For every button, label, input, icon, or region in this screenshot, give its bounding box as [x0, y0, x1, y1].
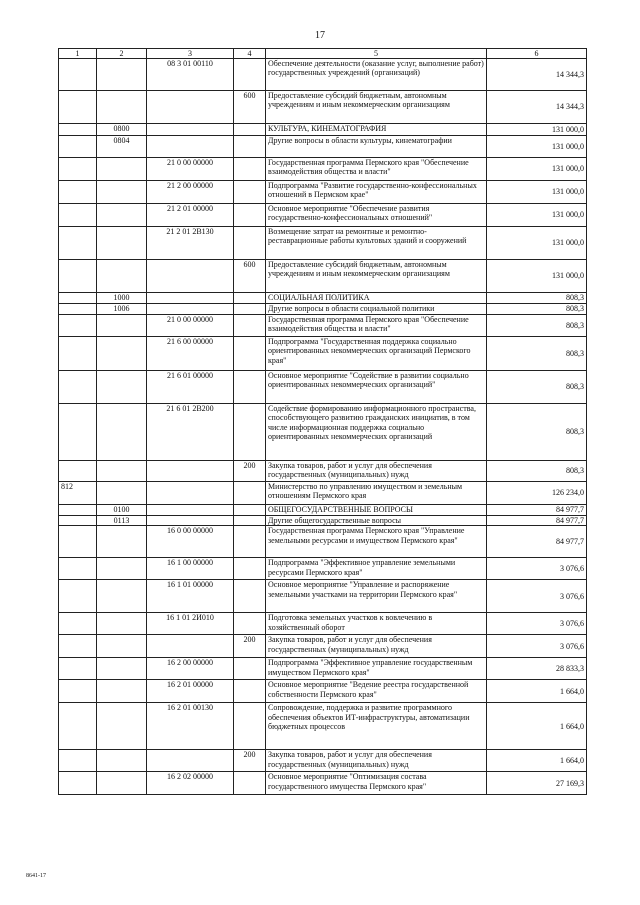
cell-target-article — [147, 124, 234, 136]
cell-target-article: 16 2 00 00000 — [147, 658, 234, 680]
table-row — [59, 315, 587, 337]
table-row — [59, 750, 587, 772]
cell-target-article — [147, 750, 234, 772]
cell-section-code — [97, 703, 147, 750]
cell-amount: 3 076,6 — [487, 558, 587, 580]
cell-description: Подпрограмма "Государственная поддержка социально ориентированных некоммерческих организаций Пермского края" — [266, 337, 487, 371]
table-row — [59, 181, 587, 204]
cell-amount: 131 000,0 — [487, 227, 587, 260]
cell-admin-code — [59, 181, 97, 204]
header-col-5: 5 — [266, 49, 487, 59]
cell-admin-code — [59, 680, 97, 703]
cell-target-article — [147, 461, 234, 482]
cell-section-code — [97, 482, 147, 505]
table-row — [59, 124, 587, 136]
cell-amount: 808,3 — [487, 315, 587, 337]
cell-amount: 131 000,0 — [487, 204, 587, 227]
cell-target-article: 21 2 01 00000 — [147, 204, 234, 227]
cell-amount: 1 664,0 — [487, 750, 587, 772]
cell-expense-type — [234, 558, 266, 580]
cell-admin-code — [59, 703, 97, 750]
cell-expense-type — [234, 482, 266, 505]
cell-section-code — [97, 750, 147, 772]
cell-description: Основное мероприятие "Оптимизация состава государственного имущества Пермского края" — [266, 772, 487, 795]
cell-section-code — [97, 461, 147, 482]
cell-amount: 84 977,7 — [487, 516, 587, 526]
header-col-6: 6 — [487, 49, 587, 59]
cell-amount: 808,3 — [487, 293, 587, 304]
table-row — [59, 227, 587, 260]
cell-amount: 84 977,7 — [487, 505, 587, 516]
document-code: 8641-17 — [26, 873, 46, 879]
cell-amount: 808,3 — [487, 404, 587, 461]
cell-expense-type — [234, 181, 266, 204]
cell-target-article — [147, 91, 234, 124]
cell-section-code — [97, 635, 147, 658]
cell-description: Подпрограмма "Развитие государственно-конфессиональных отношений в Пермском крае" — [266, 181, 487, 204]
cell-expense-type: 200 — [234, 635, 266, 658]
cell-admin-code — [59, 526, 97, 558]
cell-amount: 3 076,6 — [487, 635, 587, 658]
cell-admin-code — [59, 772, 97, 795]
cell-admin-code — [59, 304, 97, 315]
table-row — [59, 337, 587, 371]
cell-description: Государственная программа Пермского края "Обеспечение взаимодействия общества и власти" — [266, 158, 487, 181]
cell-target-article: 21 2 00 00000 — [147, 181, 234, 204]
cell-description: Предоставление субсидий бюджетным, автономным учреждениям и иным некоммерческим организациям — [266, 91, 487, 124]
cell-amount: 28 833,3 — [487, 658, 587, 680]
cell-description: Подготовка земельных участков к вовлечению в хозяйственный оборот — [266, 613, 487, 635]
cell-expense-type — [234, 371, 266, 404]
cell-target-article: 21 6 01 2В200 — [147, 404, 234, 461]
cell-section-code — [97, 658, 147, 680]
table-body — [59, 59, 587, 795]
cell-amount: 808,3 — [487, 371, 587, 404]
cell-expense-type: 200 — [234, 461, 266, 482]
cell-amount: 131 000,0 — [487, 124, 587, 136]
cell-description: Основное мероприятие "Ведение реестра государственной собственности Пермского края" — [266, 680, 487, 703]
cell-expense-type: 600 — [234, 91, 266, 124]
cell-target-article — [147, 260, 234, 293]
cell-section-code — [97, 181, 147, 204]
cell-expense-type — [234, 580, 266, 613]
cell-section-code — [97, 772, 147, 795]
cell-description: Основное мероприятие "Содействие в развитии социально ориентированных некоммерческих организаций" — [266, 371, 487, 404]
cell-amount: 131 000,0 — [487, 136, 587, 158]
cell-expense-type — [234, 136, 266, 158]
cell-admin-code — [59, 371, 97, 404]
cell-section-code: 1006 — [97, 304, 147, 315]
cell-expense-type — [234, 337, 266, 371]
cell-description: Закупка товаров, работ и услуг для обеспечения государственных (муниципальных) нужд — [266, 635, 487, 658]
cell-description: Основное мероприятие "Обеспечение развития государственно-конфессиональных отношений" — [266, 204, 487, 227]
cell-amount: 131 000,0 — [487, 260, 587, 293]
cell-section-code: 1000 — [97, 293, 147, 304]
cell-description: Подпрограмма "Эффективное управление государственным имуществом Пермского края" — [266, 658, 487, 680]
cell-admin-code — [59, 91, 97, 124]
cell-description: Предоставление субсидий бюджетным, автономным учреждениям и иным некоммерческим организациям — [266, 260, 487, 293]
cell-admin-code — [59, 505, 97, 516]
cell-section-code — [97, 91, 147, 124]
cell-admin-code — [59, 227, 97, 260]
header-col-4: 4 — [234, 49, 266, 59]
cell-amount: 808,3 — [487, 461, 587, 482]
cell-section-code — [97, 371, 147, 404]
cell-admin-code — [59, 580, 97, 613]
cell-amount: 3 076,6 — [487, 580, 587, 613]
cell-amount: 126 234,0 — [487, 482, 587, 505]
cell-admin-code — [59, 204, 97, 227]
cell-amount: 14 344,3 — [487, 59, 587, 91]
cell-expense-type — [234, 315, 266, 337]
table-row — [59, 526, 587, 558]
cell-section-code: 0804 — [97, 136, 147, 158]
cell-target-article: 16 0 00 00000 — [147, 526, 234, 558]
cell-description: Министерство по управлению имуществом и земельным отношениям Пермского края — [266, 482, 487, 505]
cell-expense-type — [234, 772, 266, 795]
cell-amount: 84 977,7 — [487, 526, 587, 558]
cell-expense-type — [234, 516, 266, 526]
cell-target-article: 16 2 01 00000 — [147, 680, 234, 703]
cell-target-article — [147, 635, 234, 658]
cell-expense-type — [234, 124, 266, 136]
cell-amount: 1 664,0 — [487, 703, 587, 750]
cell-section-code — [97, 680, 147, 703]
cell-amount: 27 169,3 — [487, 772, 587, 795]
table-row — [59, 658, 587, 680]
page-number: 17 — [315, 30, 325, 41]
cell-expense-type — [234, 505, 266, 516]
cell-amount: 131 000,0 — [487, 181, 587, 204]
header-col-2: 2 — [97, 49, 147, 59]
cell-expense-type — [234, 304, 266, 315]
cell-expense-type — [234, 658, 266, 680]
cell-section-code — [97, 59, 147, 91]
cell-admin-code — [59, 124, 97, 136]
table-row — [59, 613, 587, 635]
table-row — [59, 505, 587, 516]
table-row — [59, 580, 587, 613]
table-row — [59, 404, 587, 461]
cell-admin-code — [59, 461, 97, 482]
cell-description: Закупка товаров, работ и услуг для обеспечения государственных (муниципальных) нужд — [266, 750, 487, 772]
cell-admin-code — [59, 516, 97, 526]
cell-target-article: 08 3 01 00110 — [147, 59, 234, 91]
cell-section-code — [97, 613, 147, 635]
table-row — [59, 59, 587, 91]
cell-section-code — [97, 227, 147, 260]
cell-admin-code — [59, 613, 97, 635]
cell-target-article: 21 0 00 00000 — [147, 158, 234, 181]
table-row — [59, 371, 587, 404]
cell-section-code: 0100 — [97, 505, 147, 516]
cell-amount: 808,3 — [487, 304, 587, 315]
table-row — [59, 204, 587, 227]
cell-amount: 808,3 — [487, 337, 587, 371]
cell-expense-type — [234, 59, 266, 91]
cell-section-code: 0113 — [97, 516, 147, 526]
cell-section-code — [97, 558, 147, 580]
cell-description: Другие вопросы в области культуры, кинематографии — [266, 136, 487, 158]
cell-target-article: 21 6 00 00000 — [147, 337, 234, 371]
cell-expense-type — [234, 404, 266, 461]
cell-target-article: 16 1 01 00000 — [147, 580, 234, 613]
cell-description: Содействие формированию информационного пространства, способствующего развитию гражданских инициатив, в том числе информационная поддержка социально ориентированных некоммерческих организаций — [266, 404, 487, 461]
table-row — [59, 635, 587, 658]
cell-expense-type: 600 — [234, 260, 266, 293]
table-row — [59, 703, 587, 750]
cell-target-article: 16 2 01 00130 — [147, 703, 234, 750]
cell-admin-code: 812 — [59, 482, 97, 505]
cell-description: Основное мероприятие "Управление и распоряжение земельными участками на территории Пермского края" — [266, 580, 487, 613]
cell-admin-code — [59, 59, 97, 91]
cell-admin-code — [59, 315, 97, 337]
cell-target-article — [147, 505, 234, 516]
cell-description: Государственная программа Пермского края "Обеспечение взаимодействия общества и власти" — [266, 315, 487, 337]
cell-description: ОБЩЕГОСУДАРСТВЕННЫЕ ВОПРОСЫ — [266, 505, 487, 516]
budget-table — [58, 48, 587, 795]
cell-target-article: 21 6 01 00000 — [147, 371, 234, 404]
table-row — [59, 772, 587, 795]
cell-section-code — [97, 260, 147, 293]
table-row — [59, 680, 587, 703]
table-row — [59, 304, 587, 315]
cell-expense-type — [234, 227, 266, 260]
cell-target-article — [147, 482, 234, 505]
cell-section-code: 0800 — [97, 124, 147, 136]
cell-expense-type — [234, 204, 266, 227]
cell-admin-code — [59, 337, 97, 371]
cell-amount: 131 000,0 — [487, 158, 587, 181]
cell-target-article: 16 1 01 2И010 — [147, 613, 234, 635]
cell-description: Закупка товаров, работ и услуг для обеспечения государственных (муниципальных) нужд — [266, 461, 487, 482]
table-row — [59, 482, 587, 505]
table-row — [59, 461, 587, 482]
cell-description: Возмещение затрат на ремонтные и ремонтно-реставрационные работы культовых зданий и сооружений — [266, 227, 487, 260]
cell-expense-type — [234, 526, 266, 558]
cell-section-code — [97, 204, 147, 227]
cell-admin-code — [59, 750, 97, 772]
cell-expense-type — [234, 158, 266, 181]
cell-section-code — [97, 526, 147, 558]
cell-admin-code — [59, 635, 97, 658]
table-row — [59, 516, 587, 526]
cell-admin-code — [59, 293, 97, 304]
cell-amount: 1 664,0 — [487, 680, 587, 703]
cell-description: Сопровождение, поддержка и развитие программного обеспечения объектов ИТ-инфраструктуры, автоматизации бюджетных процессов — [266, 703, 487, 750]
table-row — [59, 558, 587, 580]
cell-amount: 3 076,6 — [487, 613, 587, 635]
cell-description: Обеспечение деятельности (оказание услуг, выполнение работ) государственных учреждений (организаций) — [266, 59, 487, 91]
cell-amount: 14 344,3 — [487, 91, 587, 124]
table-header-row — [59, 49, 587, 59]
cell-section-code — [97, 404, 147, 461]
cell-expense-type — [234, 703, 266, 750]
table-row — [59, 91, 587, 124]
table-row — [59, 293, 587, 304]
cell-target-article: 16 1 00 00000 — [147, 558, 234, 580]
cell-target-article: 21 2 01 2В130 — [147, 227, 234, 260]
cell-section-code — [97, 580, 147, 613]
header-col-3: 3 — [147, 49, 234, 59]
cell-expense-type — [234, 613, 266, 635]
cell-expense-type: 200 — [234, 750, 266, 772]
cell-admin-code — [59, 136, 97, 158]
cell-description: Подпрограмма "Эффективное управление земельными ресурсами Пермского края" — [266, 558, 487, 580]
cell-description: СОЦИАЛЬНАЯ ПОЛИТИКА — [266, 293, 487, 304]
cell-admin-code — [59, 558, 97, 580]
cell-target-article — [147, 293, 234, 304]
table-row — [59, 158, 587, 181]
cell-target-article — [147, 516, 234, 526]
cell-target-article — [147, 304, 234, 315]
table-row — [59, 260, 587, 293]
header-col-1: 1 — [59, 49, 97, 59]
table-row — [59, 136, 587, 158]
cell-target-article: 21 0 00 00000 — [147, 315, 234, 337]
cell-admin-code — [59, 158, 97, 181]
cell-target-article: 16 2 02 00000 — [147, 772, 234, 795]
cell-section-code — [97, 337, 147, 371]
cell-admin-code — [59, 658, 97, 680]
cell-expense-type — [234, 293, 266, 304]
cell-description: КУЛЬТУРА, КИНЕМАТОГРАФИЯ — [266, 124, 487, 136]
cell-description: Другие общегосударственные вопросы — [266, 516, 487, 526]
cell-section-code — [97, 158, 147, 181]
cell-target-article — [147, 136, 234, 158]
cell-admin-code — [59, 260, 97, 293]
cell-description: Государственная программа Пермского края "Управление земельными ресурсами и имуществом Пермского края" — [266, 526, 487, 558]
cell-expense-type — [234, 680, 266, 703]
cell-section-code — [97, 315, 147, 337]
cell-admin-code — [59, 404, 97, 461]
cell-description: Другие вопросы в области социальной политики — [266, 304, 487, 315]
